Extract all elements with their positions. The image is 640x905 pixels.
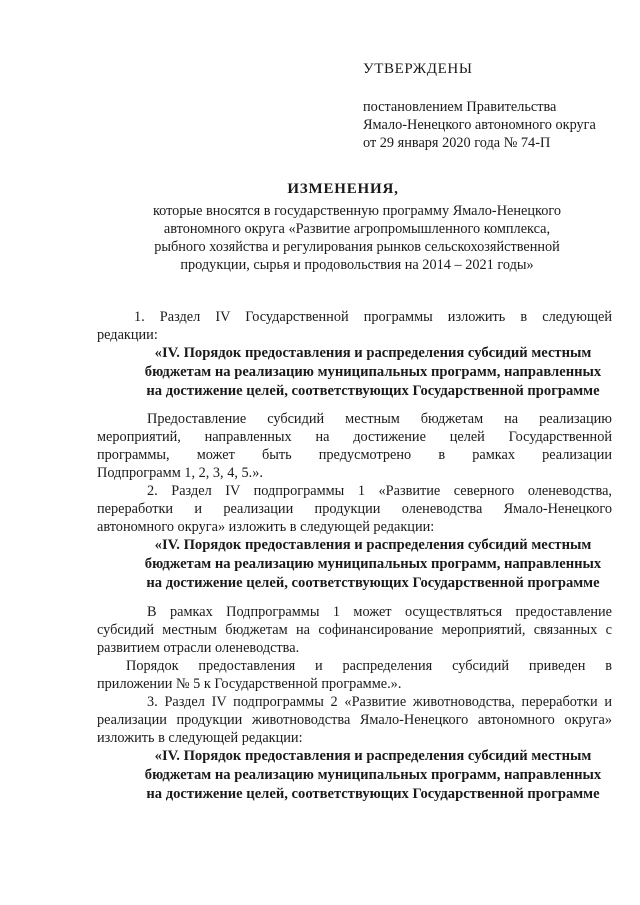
approval-line: Ямало-Ненецкого автономного округа	[363, 117, 596, 133]
document-subtitle-line: продукции, сырья и продовольствия на 2014 – 2021 годы»	[180, 257, 534, 273]
section-heading-line: «IV. Порядок предоставления и распределения субсидий местным	[154, 537, 592, 553]
paragraph-line: Подпрограмм 1, 2, 3, 4, 5.».	[97, 465, 263, 481]
paragraph-line: развитием отрасли оленеводства.	[97, 640, 300, 656]
paragraph-line: программы, может быть предусмотрено в рамках реализации	[97, 447, 612, 463]
item-3-line: изложить в следующей редакции:	[97, 730, 303, 746]
item-3-line: 3. Раздел IV подпрограммы 2 «Развитие животноводства, переработки и	[147, 694, 612, 710]
item-2-line: автономного округа» изложить в следующей редакции:	[97, 519, 435, 535]
section-heading-line: «IV. Порядок предоставления и распределения субсидий местным	[154, 345, 592, 361]
paragraph-line: субсидий местным бюджетам на софинансирование мероприятий, связанных с	[97, 622, 612, 638]
paragraph-line: приложении № 5 к Государственной программе.».	[97, 676, 402, 692]
section-heading-line: бюджетам на реализацию муниципальных программ, направленных	[144, 556, 602, 572]
item-1-line: редакции:	[97, 327, 158, 343]
document-subtitle-line: которые вносятся в государственную программу Ямало-Ненецкого	[152, 203, 562, 219]
paragraph-line: мероприятий, направленных на достижение целей Государственной	[97, 429, 612, 445]
item-3-line: реализации продукции животноводства Ямало-Ненецкого автономного округа»	[97, 712, 612, 728]
item-2-line: переработки и реализации продукции оленеводства Ямало-Ненецкого	[97, 501, 612, 517]
section-heading-line: на достижение целей, соответствующих Государственной программе	[146, 575, 600, 591]
item-1-line: 1. Раздел IV Государственной программы изложить в следующей	[134, 309, 612, 325]
approval-line: от 29 января 2020 года № 74-П	[363, 135, 551, 151]
paragraph-line: Порядок предоставления и распределения субсидий приведен в	[126, 658, 612, 674]
approval-title: УТВЕРЖДЕНЫ	[363, 61, 473, 77]
paragraph-line: В рамках Подпрограммы 1 может осуществляться предоставление	[147, 604, 612, 620]
approval-line: постановлением Правительства	[363, 99, 557, 115]
section-heading-line: бюджетам на реализацию муниципальных программ, направленных	[144, 364, 602, 380]
section-heading-line: бюджетам на реализацию муниципальных программ, направленных	[144, 767, 602, 783]
document-subtitle-line: автономного округа «Развитие агропромышленного комплекса,	[163, 221, 551, 237]
paragraph-line: Предоставление субсидий местным бюджетам на реализацию	[147, 411, 612, 427]
document-title: ИЗМЕНЕНИЯ,	[287, 181, 399, 197]
item-2-line: 2. Раздел IV подпрограммы 1 «Развитие северного оленеводства,	[147, 483, 612, 499]
section-heading-line: на достижение целей, соответствующих Государственной программе	[146, 786, 600, 802]
section-heading-line: на достижение целей, соответствующих Государственной программе	[146, 383, 600, 399]
section-heading-line: «IV. Порядок предоставления и распределения субсидий местным	[154, 748, 592, 764]
document-subtitle-line: рыбного хозяйства и регулирования рынков сельскохозяйственной	[154, 239, 560, 255]
